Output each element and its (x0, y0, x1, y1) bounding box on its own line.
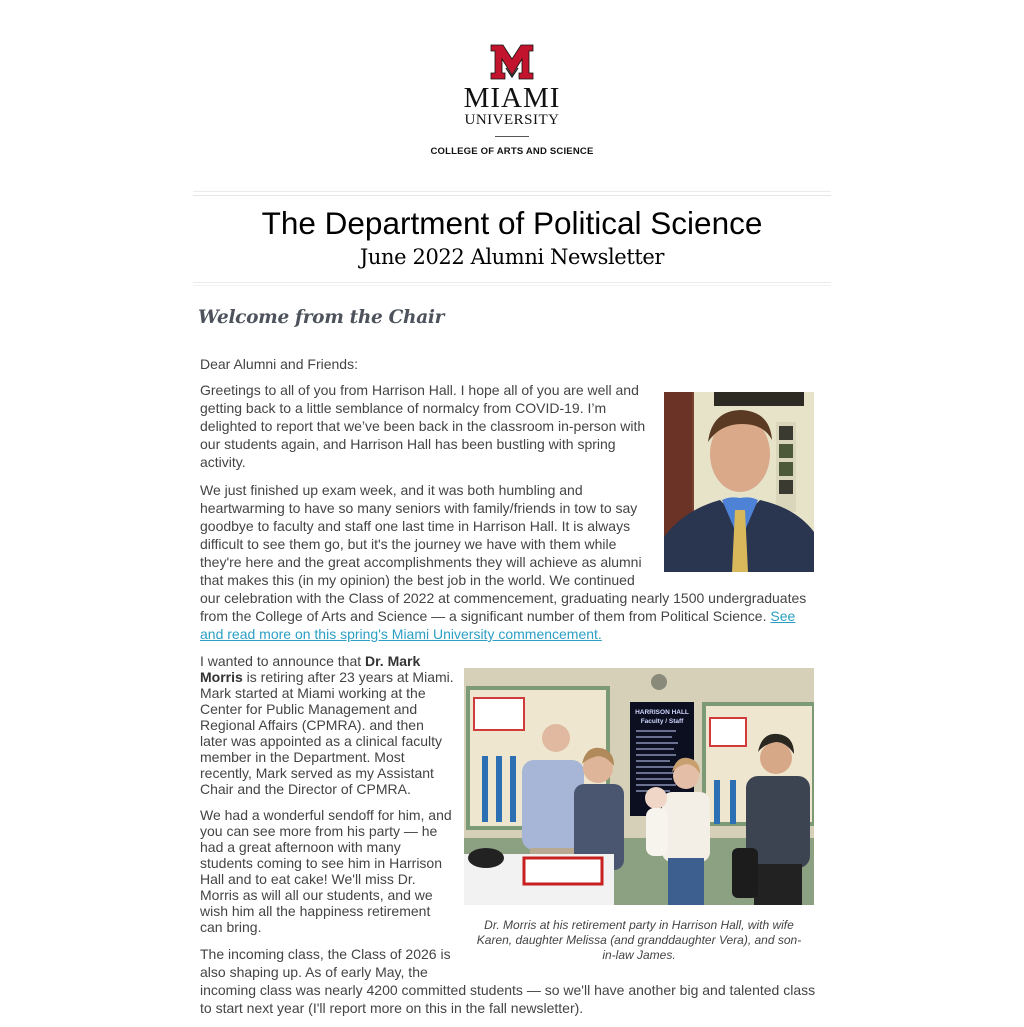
logo-college-text: COLLEGE OF ARTS AND SCIENCE (430, 146, 594, 157)
commencement-link[interactable]: See and read more on this spring's Miami University commencement. (200, 608, 796, 642)
retirement-party-image (464, 668, 814, 905)
section-heading: Welcome from the Chair (198, 307, 445, 328)
paragraph-greetings: Greetings to all of you from Harrison Hall. I hope all of you are well and getting back to a little semblance of normalcy from COVID-19. I’m delighted to report that we’ve been back in the classroom in-person with our students again, and Harrison Hall has been bustling with spring activity. (200, 382, 646, 470)
logo-miami-text: MIAMI (463, 82, 561, 114)
party-caption: Dr. Morris at his retirement party in Harrison Hall, with wife Karen, daughter Melissa (and granddaughter Vera), and son-in-law James. (476, 918, 802, 962)
page-title: The Department of Political Science (261, 205, 763, 241)
miami-logo (0, 44, 1024, 157)
party-figure (464, 668, 814, 963)
retiree-name: Dr. Mark Morris (200, 653, 421, 685)
chair-portrait-image (664, 392, 814, 572)
salutation: Dear Alumni and Friends: (200, 356, 358, 372)
page-subtitle: June 2022 Alumni Newsletter (359, 245, 665, 269)
divider-top-2 (193, 195, 831, 196)
sign-line-1: HARRISON HALL (635, 709, 689, 716)
logo-university-text: UNIVERSITY (464, 112, 560, 128)
logo-divider (495, 136, 529, 137)
paragraph-commencement-text: We just finished up exam week, and it was both humbling and heartwarming to have so many seniors with family/friends in tow to say goodbye to faculty and staff one last time in Harrison Hall. It is always difficult to see them go, but it's the journey we have with them while they're here and the great accomplishments they will achieve as alumni that makes this (in my opinion) the best job in the world. We continued our celebration with the Class of 2022 at commencement, graduating nearly 1500 undergraduates from the College of Arts and Science — a significant number of them from Political Science. (200, 482, 807, 624)
paragraph-sendoff: We had a wonderful sendoff for him, and you can see more from his party — he had a great afternoon with many students coming to see him in Harrison Hall and to eat cake! We'll miss Dr. Morris as will all our students, and we wish him all the happiness retirement can bring. (200, 807, 452, 935)
miami-m-logo-icon (490, 44, 534, 80)
paragraph-incoming-class: The incoming class, the Class of 2026 is also shaping up. As of early May, the incoming class was nearly 4200 committed students — so we'll have another big and talented class to start next year (I'll report more on this in the fall newsletter). (200, 946, 816, 1016)
divider-bottom-1 (193, 282, 831, 283)
divider-bottom-2 (193, 285, 831, 286)
letter-body (200, 355, 818, 1027)
sign-line-2: Faculty / Staff (640, 718, 684, 725)
retirement-party-graphic (464, 668, 814, 905)
paragraph-retirement-intro: I wanted to announce that (200, 653, 366, 669)
divider-top-1 (193, 191, 831, 192)
paragraph-retirement-text: is retiring after 23 years at Miami. Mark started at Miami working at the Center for Public Management and Regional Affairs (CPMRA). and then later was appointed as a clinical faculty member in the Department. Most recently, Mark served as my Assistant Chair and the Director of CPMRA. (200, 669, 454, 797)
chair-portrait-graphic (664, 392, 814, 572)
